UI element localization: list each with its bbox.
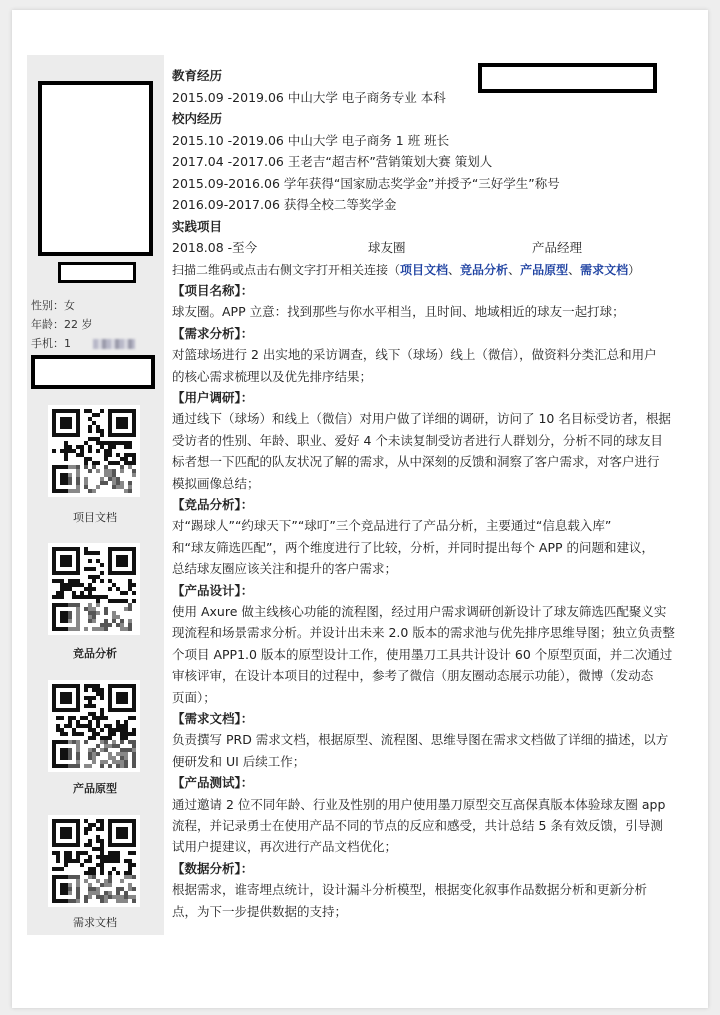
phone-text: 手机：1 [31,337,71,350]
section-heading: 【项目名称】： [172,283,254,298]
qr-code-competitor-analysis[interactable] [48,543,140,635]
section-text: 受访者的性别、年龄、职业、爱好 4 个未读复制受访者进行人群划分，分析不同的球友目 [172,433,663,448]
link-project-doc[interactable]: 项目文档 [400,263,449,277]
section-text: 标者想一下匹配的队友状况了解的需求，从中深刻的反馈和洞察了客户需求，对客户进行 [172,454,660,469]
section-text: 使用 Axure 做主线核心功能的流程图，经过用户需求调研创新设计了球友筛选匹配聚义实 [172,604,667,619]
section-text: 流程，并记录勇士在使用产品不同的节点的反应和感受，共计总结 5 条有效反馈，引导测 [172,818,663,833]
section-text: 试用户提建议，再次进行产品文档优化； [172,839,398,854]
redacted-name [58,262,136,283]
education-line: 2015.09 -2019.06 中山大学 电子商务专业 本科 [172,90,446,105]
section-text: 模拟画像总结； [172,476,260,491]
section-text: 通过邀请 2 位不同年龄、行业及性别的用户使用墨刀原型交互高保真版本体验球友圈 app [172,797,666,812]
section-heading: 【需求分析】： [172,326,254,341]
campus-heading: 校内经历 [172,111,223,126]
qr-code-prototype[interactable] [48,680,140,772]
section-heading: 【数据分析】： [172,861,254,876]
section-heading: 【产品设计】： [172,583,254,598]
campus-line: 2015.10 -2019.06 中山大学 电子商务 1 班 班长 [172,133,450,148]
campus-line: 2015.09-2016.06 学年获得“国家励志奖学金”并授予“三好学生”称号 [172,176,560,191]
section-text: 对篮球场进行 2 出实地的采访调查，线下（球场）线上（微信），做资料分类汇总和用户 [172,347,657,362]
section-text: 根据需求，谁寄埋点统计，设计漏斗分析模型，根据变化叙事作品数据分析和更新分析 [172,882,648,897]
section-text: 总结球友圈应该关注和提升的客户需求； [172,561,398,576]
qr-label-requirement-doc: 需求文档 [73,916,117,929]
campus-line: 2017.04 -2017.06 王老吉“超吉杯”营销策划大赛 策划人 [172,154,493,169]
campus-line: 2016.09-2017.06 获得全校二等奖学金 [172,197,397,212]
scan-prefix: 扫描二维码或点击右侧文字打开相关连接（ [172,263,401,277]
section-text: 现流程和场景需求分析。并设计出未来 2.0 版本的需求池与优先排序思维导图；独立负责整 [172,625,675,640]
project-date: 2018.08 -至今 [172,240,258,255]
section-heading: 【需求文档】： [172,711,254,726]
link-requirement-doc[interactable]: 需求文档 [580,263,629,277]
qr-label-competitor-analysis: 竞品分析 [73,647,117,660]
scan-instruction: 扫描二维码或点击右侧文字打开相关连接（项目文档、竞品分析、产品原型、需求文档） [172,263,641,277]
link-prototype[interactable]: 产品原型 [520,263,569,277]
redacted-contact [31,355,155,389]
qr-code-requirement-doc[interactable] [48,815,140,907]
qr-label-prototype: 产品原型 [73,782,117,795]
phone-blur [93,339,135,349]
section-heading: 【竞品分析】： [172,497,254,512]
scan-suffix: ） [628,263,641,277]
section-text: 页面）； [172,690,216,705]
redacted-photo [38,81,153,256]
education-heading: 教育经历 [172,68,223,83]
section-text: 审核评审，在设计本项目的过程中，参考了微信（朋友圈动态展示功能），微博（发动态 [172,668,654,683]
link-competitor-analysis[interactable]: 竞品分析 [460,263,509,277]
section-text: 点，为下一步提供数据的支持； [172,904,348,919]
section-heading: 【用户调研】： [172,390,254,405]
project-heading: 实践项目 [172,219,223,234]
project-name: 球友圈 [368,240,406,255]
project-role: 产品经理 [532,240,583,255]
section-text: 的核心需求梳理以及优先排序结果； [172,369,373,384]
section-text: 和“球友筛选匹配”，两个维度进行了比较，分析，并同时提出每个 APP 的问题和建议， [172,540,655,555]
age-text: 年龄：22 岁 [31,318,93,331]
redacted-header [478,63,657,93]
section-text: 通过线下（球场）和线上（微信）对用户做了详细的调研，访问了 10 名目标受访者，根据 [172,411,671,426]
section-heading: 【产品测试】： [172,775,254,790]
section-text: 便研发和 UI 后续工作； [172,754,306,769]
gender-text: 性别：女 [31,299,75,312]
section-text: 球友圈。APP 立意：找到那些与你水平相当，且时间、地域相近的球友一起打球； [172,304,625,319]
section-text: 负责撰写 PRD 需求文档，根据原型、流程图、思维导图在需求文档做了详细的描述，以方 [172,732,669,747]
section-text: 对“踢球人”“约球天下”“球叮”三个竞品进行了产品分析，主要通过“信息载入库” [172,518,612,533]
section-text: 个项目 APP1.0 版本的原型设计工作，使用墨刀工具共计设计 60 个原型页面，并二次通过 [172,647,673,662]
qr-label-project-doc: 项目文档 [73,511,117,524]
qr-code-project-doc[interactable] [48,405,140,497]
